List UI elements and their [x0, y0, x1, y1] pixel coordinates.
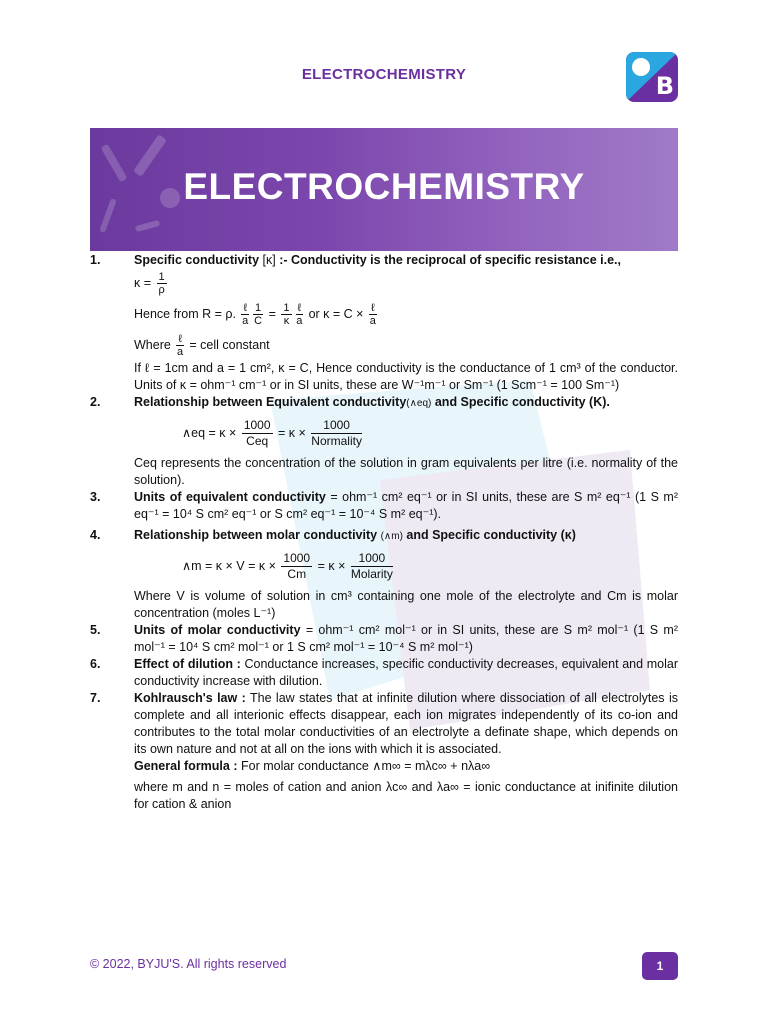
item-heading: Effect of dilution :: [134, 657, 241, 671]
formula-resistance: [134, 302, 678, 327]
numerator: 1: [283, 302, 290, 314]
fraction: [157, 271, 167, 296]
item-text: = ohm⁻¹ cm² eq⁻¹ or in SI units, these are S m² eq⁻¹ (1 S m² eq⁻¹ = 10⁴ S cm² eq⁻¹ or S cm² eq⁻¹ = 10⁻⁴ S m² eq⁻¹).: [134, 490, 678, 521]
denominator: a: [369, 315, 376, 327]
formula-rho: ρ.: [225, 306, 236, 321]
fraction: [176, 333, 184, 358]
item-5: [90, 622, 678, 656]
numerator: ℓ: [297, 302, 302, 314]
denominator: Ceq: [246, 434, 269, 448]
paragraph: where m and n = moles of cation and anion λc∞ and λa∞ = ionic conductance at inifinite dilution for cation & anion: [134, 780, 678, 811]
item-number: 4.: [90, 528, 101, 542]
numerator: 1000: [351, 551, 393, 567]
footer-copyright: © 2022, BYJU'S. All rights reserved: [90, 957, 287, 971]
denominator: κ: [283, 315, 290, 327]
item-1: [90, 252, 678, 394]
fraction: [281, 551, 312, 582]
item-number: 2.: [90, 395, 101, 409]
fraction: [241, 302, 249, 327]
item-2: [90, 394, 678, 489]
item-heading-tail: and Specific conductivity (κ): [406, 528, 576, 542]
byjus-logo: [626, 52, 678, 102]
equation-mid: = κ ×: [278, 425, 306, 440]
paragraph: Ceq represents the concentration of the solution in gram equivalents per litre (i.e. normality of the solution).: [134, 456, 678, 487]
item-number: 1.: [90, 253, 101, 267]
item-3: [90, 489, 678, 523]
item-heading-tail: and Specific conductivity (K).: [434, 395, 610, 409]
numerator: 1000: [243, 418, 271, 432]
formula-text: Hence from R =: [134, 306, 222, 321]
equation-mid: = κ ×: [317, 558, 346, 573]
paragraph: Where V is volume of solution in cm³ containing one mole of the electrolyte and Cm is molar concentration (moles L⁻¹): [134, 589, 678, 620]
fraction: [281, 302, 291, 327]
general-formula: [134, 758, 678, 775]
content: [90, 252, 678, 813]
decor-shape: [135, 220, 161, 232]
formula-text: = cell constant: [189, 337, 270, 352]
item-heading: Relationship between molar conductivity: [134, 528, 378, 542]
numerator: 1: [158, 271, 165, 283]
item-number: 6.: [90, 657, 101, 671]
logo-letter: B: [655, 72, 674, 100]
fraction: [351, 551, 393, 582]
title-banner: [90, 128, 678, 251]
denominator: a: [177, 346, 184, 358]
equation: [182, 551, 678, 582]
denominator: Normality: [311, 434, 362, 448]
equation: [182, 418, 678, 449]
fraction: [296, 302, 304, 327]
item-heading: Units of equivalent conductivity: [134, 490, 326, 504]
item-text: Conductance increases, specific conductivity decreases, equivalent and molar conductivity increase with dilution.: [134, 657, 678, 688]
page-number: 1: [642, 952, 678, 980]
item-number: 3.: [90, 490, 101, 504]
lambda-eq-symbol: (∧eq): [406, 398, 432, 409]
fraction: [311, 418, 362, 449]
numerator: 1000: [311, 418, 362, 434]
numerator: ℓ: [243, 302, 248, 314]
item-number: 7.: [90, 691, 101, 705]
denominator: a: [296, 315, 303, 327]
paragraph: If ℓ = 1cm and a = 1 cm², κ = C, Hence conductivity is the conductance of 1 cm³ of the conductor. Units of κ = ohm⁻¹ cm⁻¹ or in SI units, these are W⁻¹m⁻¹ or Sm⁻¹ (1 Scm⁻¹ = 100 Sm⁻¹): [134, 361, 678, 392]
formula-kappa: [134, 271, 678, 296]
item-6: [90, 656, 678, 690]
header-title: ELECTROCHEMISTRY: [301, 66, 467, 83]
denominator: ρ: [158, 284, 165, 296]
banner-title: ELECTROCHEMISTRY: [183, 166, 585, 207]
numerator: ℓ: [370, 302, 375, 314]
denominator: Molarity: [350, 567, 393, 581]
item-text: The law states that at infinite dilution where dissociation of all electrolytes is complete and all interionic effects disappear, each ion migrates independently of its co-ion and contributes to the total molar conductivities of an electrolyte a definate shape, which depends on its own nature and not at all on the ions with which it is associated.: [134, 691, 678, 756]
item-heading: Units of molar conductivity: [134, 623, 301, 637]
lambda-m-symbol: (∧m): [380, 531, 403, 542]
general-formula-label: General formula :: [134, 759, 238, 773]
item-heading: Specific conductivity: [134, 253, 260, 267]
formula-equals: =: [268, 306, 276, 321]
item-text: :- Conductivity is the reciprocal of specific resistance i.e.,: [279, 253, 621, 267]
equation-lhs: ∧eq = κ ×: [182, 425, 237, 440]
numerator: 1: [255, 302, 262, 314]
logo-circle: [632, 58, 650, 76]
general-formula-text: For molar conductance ∧m∞ = mλc∞ + nλa∞: [240, 759, 491, 773]
formula-text: Where: [134, 337, 171, 352]
item-heading: Relationship between Equivalent conductivity: [134, 395, 407, 409]
item-7: [90, 690, 678, 813]
denominator: C: [254, 315, 263, 327]
equation-lhs: ∧m = κ × V = κ ×: [182, 558, 276, 573]
numerator: ℓ: [178, 333, 182, 345]
item-4: [90, 527, 678, 622]
denominator: Cm: [287, 567, 307, 581]
fraction: [242, 418, 273, 449]
denominator: a: [242, 315, 249, 327]
formula-text: or κ = C ×: [308, 306, 364, 321]
fraction: [253, 302, 263, 327]
item-heading: Kohlrausch's law :: [134, 691, 246, 705]
fraction: [369, 302, 377, 327]
formula-lhs: κ =: [134, 275, 152, 290]
item-text: = ohm⁻¹ cm² mol⁻¹ or in SI units, these are S m² mol⁻¹ (1 S m² mol⁻¹ = 10⁴ S cm² mol⁻¹ or 1 S cm² mol⁻¹ = 10⁻⁴ S m² mol⁻¹): [134, 623, 678, 654]
item-number: 5.: [90, 623, 101, 637]
kappa-symbol: [κ]: [262, 253, 276, 267]
numerator: 1000: [283, 551, 311, 565]
cell-constant-line: [134, 333, 678, 358]
